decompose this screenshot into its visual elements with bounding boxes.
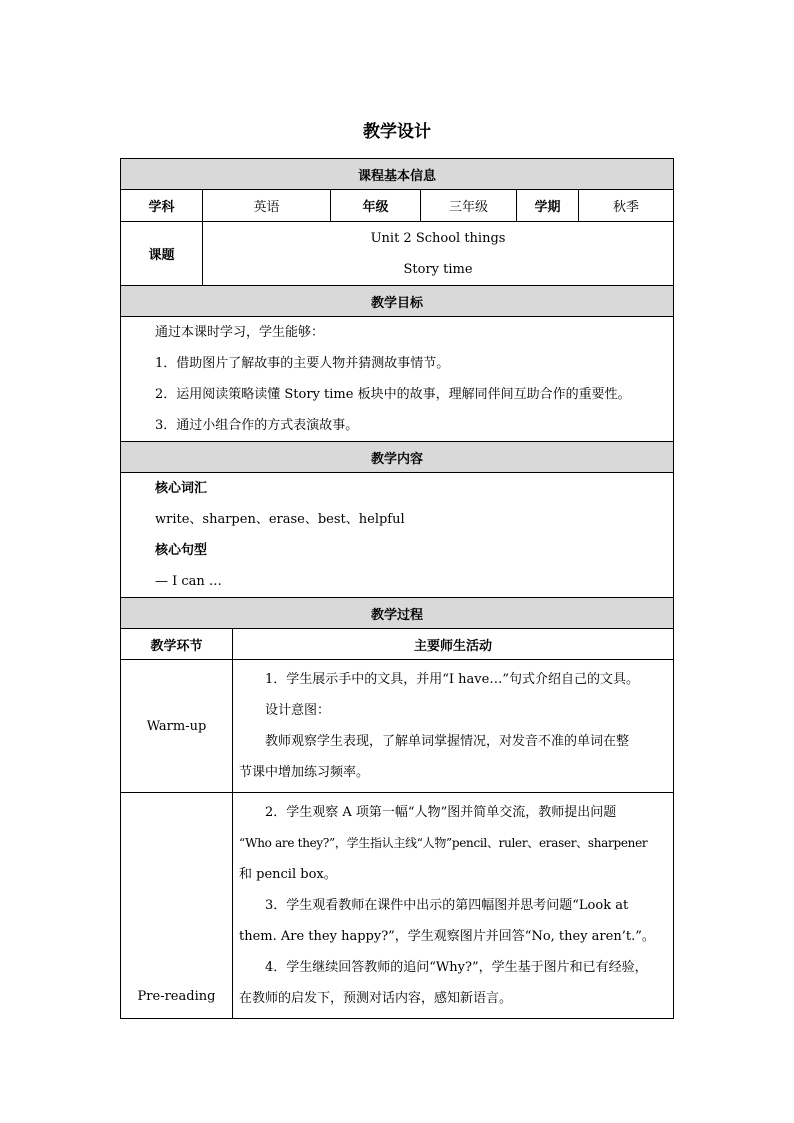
topic-section: Story time [403,261,473,277]
content-header: 教学内容 [121,442,674,473]
objectives-header: 教学目标 [121,286,674,317]
sentence-pattern: — I can … [155,574,222,589]
process-header: 教学过程 [121,598,674,629]
vocab-list: write、sharpen、erase、best、helpful [155,512,405,527]
activity-line: 节课中增加练习频率。 [239,765,370,780]
basic-info-header: 课程基本信息 [121,159,674,190]
stage-column-header: 教学环节 [121,629,233,660]
activity-column-header: 主要师生活动 [233,629,674,660]
objective-item: 2．运用阅读策略读懂 Story time 板块中的故事，理解同伴间互助合作的重要性。 [155,387,631,402]
stage-name-prereading: Pre-reading [121,793,233,1019]
lesson-plan-table [120,158,674,1019]
page-title: 教学设计 [363,122,431,142]
activity-line: 3．学生观看教师在课件中出示的第四幅图并思考问题“Look at [265,898,629,913]
objectives-body [121,317,674,442]
objective-item: 3．通过小组合作的方式表演故事。 [155,418,359,433]
pattern-label: 核心句型 [155,543,208,558]
activity-line: 教师观察学生表现，了解单词掌握情况，对发音不准的单词在整 [265,734,630,749]
term-label: 学期 [517,190,579,222]
topic-label: 课题 [121,222,203,286]
topic-unit: Unit 2 School things [370,230,506,246]
subject-value: 英语 [203,190,331,222]
activity-line: 2．学生观察 A 项第一幅“人物”图并简单交流，教师提出问题 [265,805,617,820]
activity-line: 在教师的启发下，预测对话内容，感知新语言。 [239,991,513,1006]
objective-item: 1．借助图片了解故事的主要人物并猜测故事情节。 [155,356,450,371]
stage-name-warmup: Warm-up [121,660,233,793]
activity-line: “Who are they?”，学生指认主线“人物”pencil、ruler、eraser、sharpener [239,836,648,850]
activity-line: them. Are they happy?”，学生观察图片并回答“No, they aren’t.”。 [239,929,655,944]
vocab-label: 核心词汇 [155,481,208,496]
content-body [121,473,674,598]
grade-label: 年级 [331,190,421,222]
stage-activities-warmup [233,660,674,793]
activity-line: 4．学生继续回答教师的追问“Why?”，学生基于图片和已有经验， [265,960,648,975]
activity-line: 和 pencil box。 [239,867,337,882]
stage-activities-prereading [233,793,674,1019]
activity-line: 1．学生展示手中的文具，并用“I have…”句式介绍自己的文具。 [265,672,639,687]
topic-value [203,222,674,286]
activity-line: 设计意图： [265,703,331,718]
objectives-intro: 通过本课时学习，学生能够： [155,325,325,340]
subject-label: 学科 [121,190,203,222]
term-value: 秋季 [579,190,674,222]
grade-value: 三年级 [421,190,517,222]
